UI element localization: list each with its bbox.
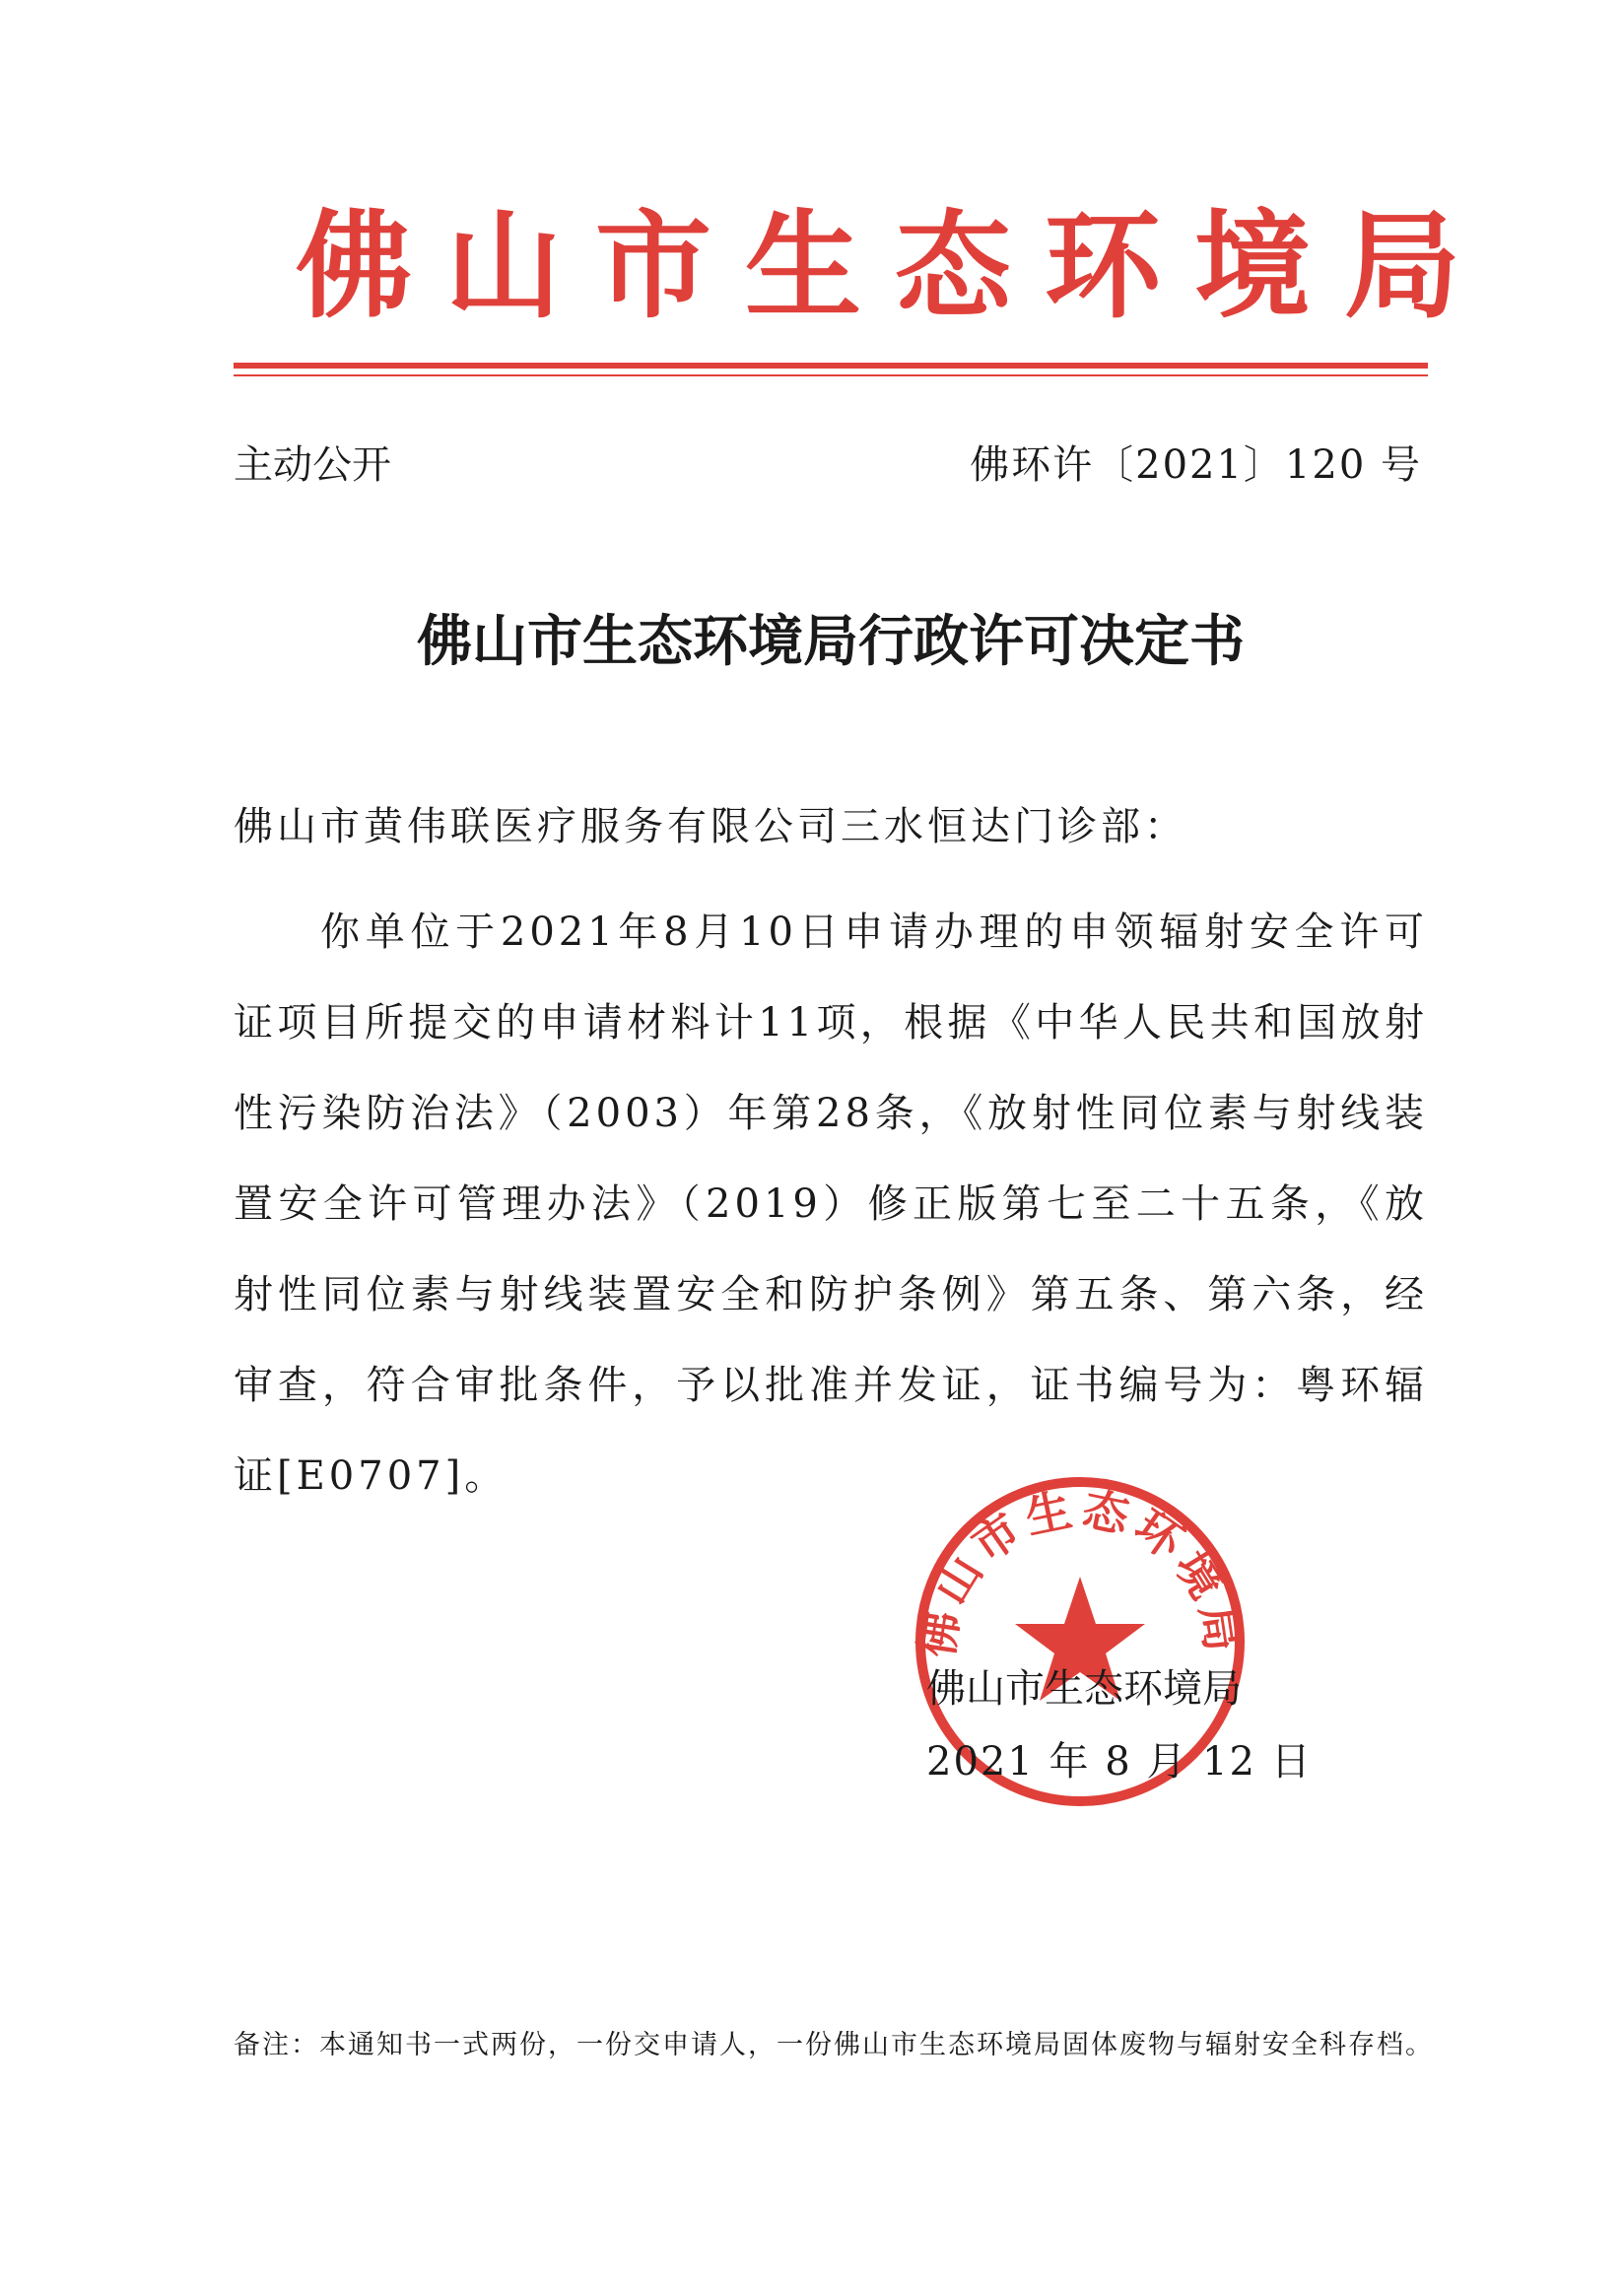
seal-text: 佛山市生态环境局 xyxy=(910,1481,1251,1661)
letterhead-rule-thin xyxy=(234,374,1428,376)
body-paragraph: 你单位于2021年8月10日申请办理的申领辐射安全许可证项目所提交的申请材料计11项，根据《中华人民共和国放射性污染防治法》（2003）年第28条，《放射性同位素与射线装置安全许可管理办法》（2019）修正版第七至二十五条，《放射性同位素与射线装置安全和防护条例》第五条、第六条，经审查，符合审批条件，予以批准并发证，证书编号为：粤环辐证[E0707]。 xyxy=(234,910,1428,1499)
footnote: 备注：本通知书一式两份，一份交申请人，一份佛山市生态环境局固体废物与辐射安全科存档。 xyxy=(234,2030,1434,2060)
recipient: 佛山市黄伟联医疗服务有限公司三水恒达门诊部： xyxy=(234,804,1187,849)
document-title: 佛山市生态环境局行政许可决定书 xyxy=(417,609,1245,674)
document-number: 佛环许〔2021〕120 号 xyxy=(970,442,1422,488)
letterhead-rule-thick xyxy=(234,363,1428,369)
letterhead-issuer: 佛山市生态环境局 xyxy=(296,197,1495,334)
disclosure-label: 主动公开 xyxy=(234,442,391,488)
signature-issuer: 佛山市生态环境局 xyxy=(926,1666,1242,1712)
signature-date: 2021 年 8 月 12 日 xyxy=(926,1739,1313,1785)
